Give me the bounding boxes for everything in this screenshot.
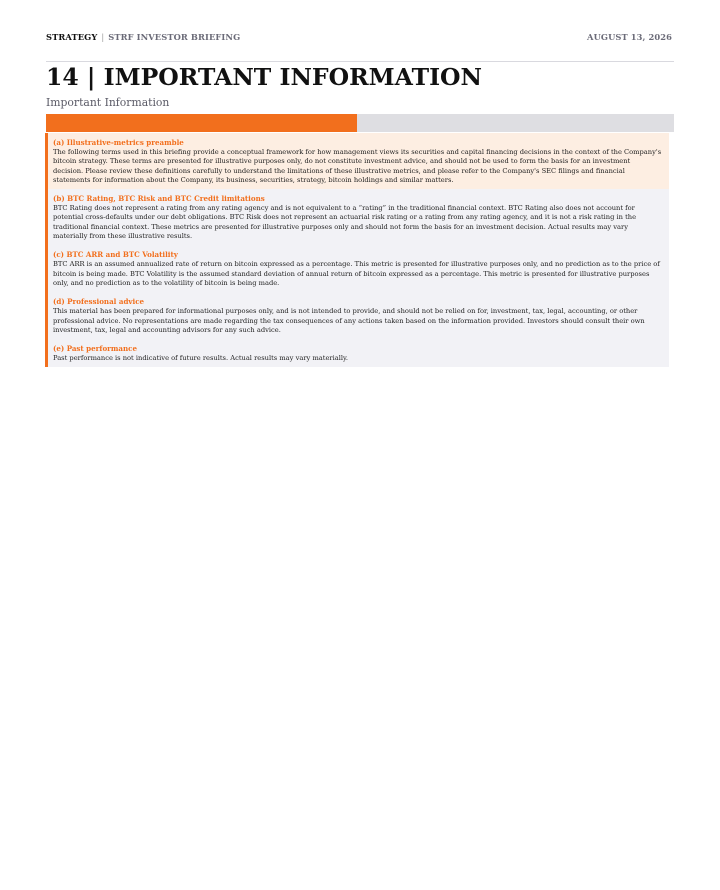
briefing-name: STRF INVESTOR BRIEFING	[108, 32, 241, 42]
page-subtitle: Important Information	[46, 96, 170, 109]
section-text: Past performance is not indicative of future results. Actual results may vary materially.	[53, 354, 349, 363]
header-date: AUGUST 13, 2026	[587, 32, 672, 42]
section-heading: (a) Illustrative-metrics preamble	[53, 138, 184, 147]
section-progress-bar	[46, 114, 674, 132]
section-text: BTC ARR is an assumed annualized rate of return on bitcoin expressed as a percentage. This metric is presented for illustrative purposes only, and no prediction as to the price of bitcoin is being made. BTC Volatility is the assumed standard deviation of annual return of bitcoin expressed as a percentage. This metric is presented for illustrative purposes only, and no prediction as to the volatility of bitcoin is being made.	[53, 260, 660, 287]
section-progress-fill	[46, 114, 357, 132]
section-heading: (e) Past performance	[53, 344, 137, 354]
info-section	[48, 339, 669, 367]
page-header	[46, 31, 672, 43]
information-panel	[45, 133, 669, 367]
info-section	[48, 245, 669, 292]
brand-name: STRATEGY	[46, 32, 98, 42]
info-section	[48, 133, 669, 189]
section-text: BTC Rating does not represent a rating from any rating agency and is not equivalent to a “rating” in the traditional financial context. BTC Rating also does not account for potential cross-defaults under our debt obligations. BTC Risk does not represent an actuarial risk rating or a rating from any rating agency, and it is not a risk rating in the traditional financial context. These metrics are presented for illustrative purposes only and should not form the basis for an investment decision. Actual results may vary materially from these illustrative results.	[53, 204, 637, 241]
section-text: The following terms used in this briefing provide a conceptual framework for how management views its securities and capital financing decisions in the context of the Company's bitcoin strategy. These terms are presented for illustrative purposes only, do not constitute investment advice, and should not be used to form the basis for an investment decision. Please review these definitions carefully to understand the limitations of these illustrative metrics, and please refer to the Company's SEC filings and financial statements for information about the Company, its business, securities, strategy, bitcoin holdings and similar matters.	[53, 148, 662, 184]
page-title: 14 | IMPORTANT INFORMATION	[46, 63, 483, 91]
info-section	[48, 292, 669, 339]
section-heading: (b) BTC Rating, BTC Risk and BTC Credit limitations	[53, 194, 265, 204]
section-heading: (d) Professional advice	[53, 297, 145, 307]
header-separator: |	[101, 32, 105, 42]
section-text: This material has been prepared for informational purposes only, and is not intended to provide, and should not be relied on for, investment, tax, legal, accounting, or other professional advice. No representations are made regarding the tax consequences of any actions taken based on the information provided. Investors should consult their own investment, tax, legal and accounting advisors for any such advice.	[53, 307, 645, 334]
header-left	[46, 32, 240, 42]
section-heading: (c) BTC ARR and BTC Volatility	[53, 250, 178, 260]
info-section	[48, 189, 669, 245]
